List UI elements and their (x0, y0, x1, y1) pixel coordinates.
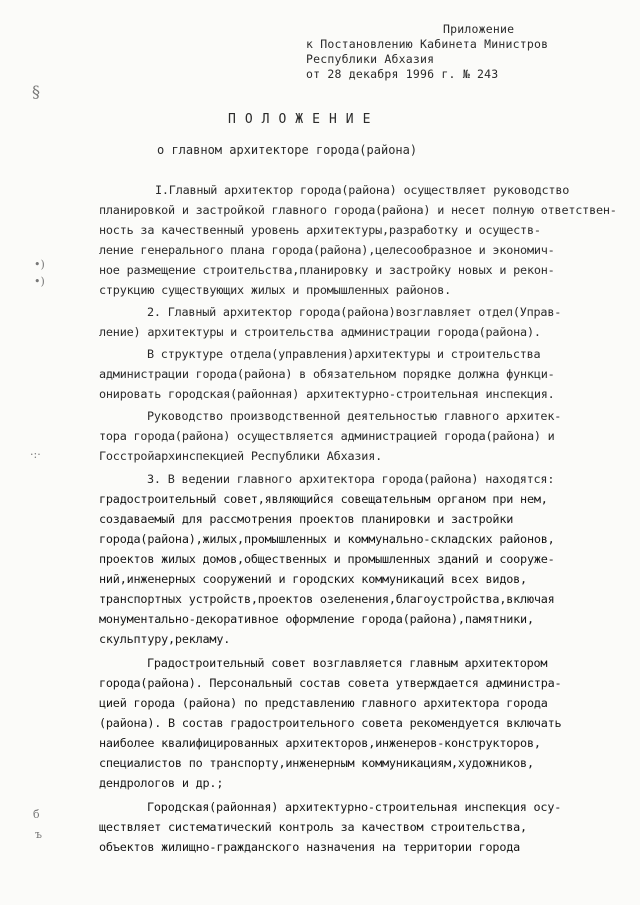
document-body (99, 180, 629, 857)
text-line: создаваемый для рассмотрения проектов планировки и застройки (99, 512, 514, 526)
text-line: проектов жилых домов,общественных и промышленных зданий и сооруже- (99, 552, 555, 566)
text-line: ность за качественный уровень архитектуры,разработку и осуществ- (99, 223, 541, 237)
text-line: 3. В ведении главного архитектора города(района) находятся: (147, 472, 555, 486)
appendix-line: Республики Абхазия (306, 52, 435, 66)
text-line: В структуре отдела(управления)архитектуры и строительства (147, 347, 541, 361)
text-line: дендрологов и др.; (99, 776, 224, 790)
text-line: города(района),жилых,промышленных и коммунально-складских районов, (99, 532, 555, 546)
appendix-line: от 28 декабря 1996 г. № 243 (306, 67, 499, 81)
appendix-line: Приложение (443, 22, 515, 36)
text-line: администрации города(района) в обязательном порядке должна функци- (99, 367, 555, 381)
text-line: ний,инженерных сооружений и городских коммуникаций всех видов, (99, 572, 527, 586)
margin-mark: ъ (35, 828, 42, 841)
text-line: монументально-декоративное оформление города(района),памятники, (99, 612, 534, 626)
text-line: градостроительный совет,являющийся совещательным органом при нем, (99, 492, 548, 506)
text-line: ление) архитектуры и строительства администрации города(района). (99, 325, 541, 339)
text-line: ное размещение строительства,планировку и застройку новых и рекон- (99, 263, 555, 277)
text-line: 2. Главный архитектор города(района)возглавляет отдел(Управ- (147, 305, 562, 319)
text-line: наиболее квалифицированных архитекторов,инженеров-конструкторов, (99, 736, 541, 750)
text-line: Городская(районная) архитектурно-строительная инспекция осу- (147, 800, 562, 814)
document-subheading: о главном архитекторе города(района) (157, 143, 418, 157)
text-line: ление генерального плана города(района),целесообразное и экономич- (99, 243, 555, 257)
text-line: Градостроительный совет возглавляется главным архитектором (147, 656, 548, 670)
text-line: транспортных устройств,проектов озеленения,благоустройства,включая (99, 592, 555, 606)
text-line: онировать городская(районная) архитектурно-строительная инспекция. (99, 387, 555, 401)
text-line: I.Главный архитектор города(района) осуществляет руководство (155, 183, 570, 197)
margin-mark: б (33, 808, 40, 821)
text-line: планировкой и застройкой главного города(района) и несет полную ответствен- (99, 203, 617, 217)
appendix-block (306, 22, 626, 82)
text-line: Госстройархинспекцией Республики Абхазия. (99, 449, 382, 463)
text-line: (района). В состав градостроительного совета рекомендуется включать (99, 716, 562, 730)
text-line: тора города(района) осуществляется администрацией города(района) и (99, 429, 555, 443)
text-line: города(района). Персональный состав совета утверждается администра- (99, 676, 562, 690)
margin-mark: •) (34, 258, 45, 271)
text-line: специалистов по транспорту,инженерным коммуникациям,художников, (99, 756, 534, 770)
text-line: ществляет систематический контроль за качеством строительства, (99, 820, 527, 834)
document-heading: ПОЛОЖЕНИЕ (228, 112, 380, 127)
text-line: цией города (района) по представлению главного архитектора города (99, 696, 548, 710)
text-line: струкцию существующих жилых и промышленных районов. (99, 283, 452, 297)
text-line: Руководство производственной деятельностью главного архитек- (147, 409, 562, 423)
margin-mark: •) (34, 275, 45, 288)
appendix-line: к Постановлению Кабинета Министров (306, 37, 549, 51)
text-line: объектов жилищно-гражданского назначения на территории города (99, 840, 521, 854)
margin-mark: § (32, 82, 40, 101)
text-line: скульптуру,рекламу. (99, 632, 231, 646)
margin-mark: ·:· (30, 448, 41, 461)
